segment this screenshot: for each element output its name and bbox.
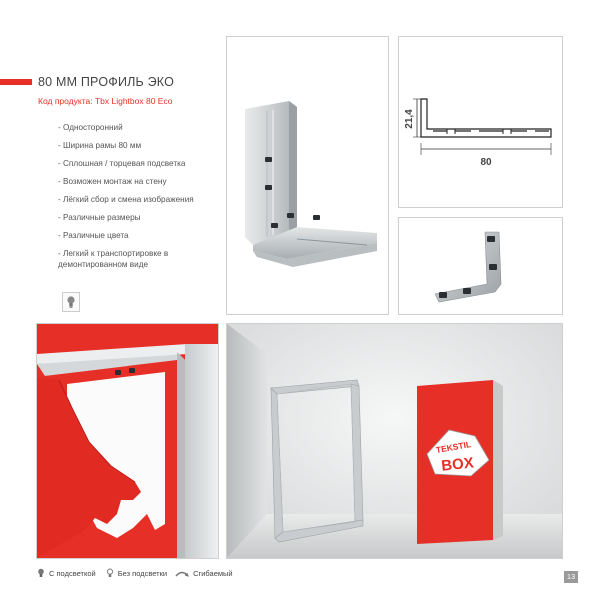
room-scene-image: [226, 323, 563, 559]
title-accent-bar: [0, 79, 32, 85]
feature-item: - Лёгкий сбор и смена изображения: [58, 195, 194, 204]
lightbulb-off-icon: [106, 568, 114, 578]
feature-item: - Возможен монтаж на стену: [58, 177, 167, 186]
bend-icon: [175, 568, 189, 578]
lightbulb-icon: [62, 292, 80, 312]
logo-line2: BOX: [440, 454, 475, 475]
height-dimension-label: 21,4: [404, 109, 415, 129]
feature-item: - Легкий к транспортировке в демонтированном виде: [58, 249, 169, 269]
page-title: 80 ММ ПРОФИЛЬ ЭКО: [38, 75, 175, 89]
legend-flexible: Сгибаемый: [193, 568, 233, 578]
corner-connector-image: [398, 217, 563, 315]
feature-list: [58, 122, 218, 277]
product-code: Код продукта: Tbx Lightbox 80 Eco: [38, 96, 173, 106]
lightbulb-icon: [37, 568, 45, 578]
feature-item: - Односторонний: [58, 123, 123, 132]
legend-with-light: С подсветкой: [49, 568, 96, 578]
corner-profile-image: [226, 36, 389, 315]
width-dimension-label: 80: [480, 157, 492, 168]
feature-item: - Ширина рамы 80 мм: [58, 141, 142, 150]
legend: [37, 568, 233, 578]
feature-item: - Различные размеры: [58, 213, 141, 222]
feature-item: - Сплошная / торцевая подсветка: [58, 159, 186, 168]
logo-line1: TEKSTIL: [435, 439, 472, 456]
page-number: 13: [564, 571, 578, 583]
feature-item: - Различные цвета: [58, 231, 129, 240]
profile-cross-section-drawing: [398, 36, 563, 208]
legend-without-light: Без подсветки: [117, 568, 168, 578]
fabric-edge-detail-image: [36, 323, 219, 559]
